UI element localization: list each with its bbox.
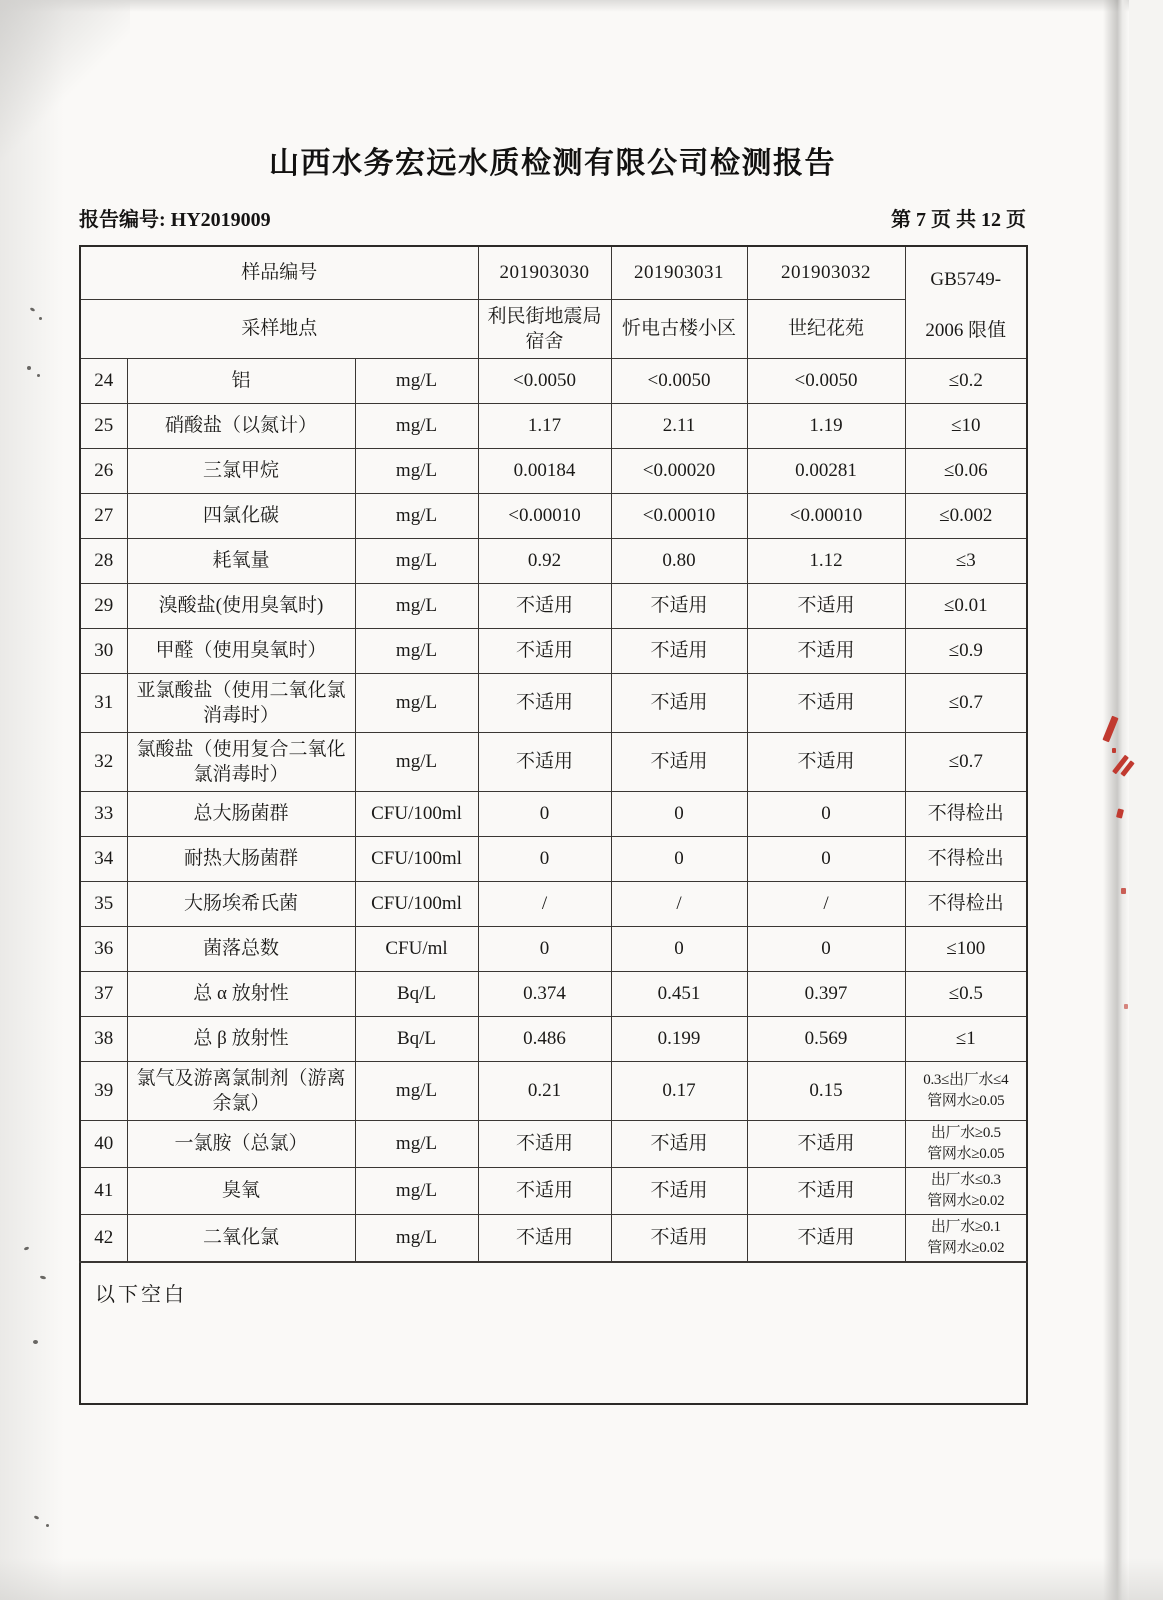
unit: mg/L bbox=[355, 583, 478, 628]
param-name: 亚氯酸盐（使用二氧化氯消毒时） bbox=[127, 673, 355, 732]
limit-line2: 管网水≥0.05 bbox=[927, 1145, 1005, 1162]
value-3: 0.397 bbox=[747, 971, 905, 1016]
limit bbox=[905, 1061, 1027, 1120]
row-number: 24 bbox=[80, 358, 127, 403]
value-2: <0.00010 bbox=[611, 493, 747, 538]
limit-line1: ≤0.5 bbox=[948, 983, 983, 1004]
param-name: 菌落总数 bbox=[127, 926, 355, 971]
limit-header-line1: GB5749- bbox=[930, 269, 1002, 291]
value-3: 不适用 bbox=[747, 1214, 905, 1262]
value-1: 0.92 bbox=[478, 538, 611, 583]
header-row-locations bbox=[80, 299, 1027, 358]
value-3: 不适用 bbox=[747, 1167, 905, 1214]
red-stamp-mark bbox=[1121, 888, 1126, 894]
row-number: 42 bbox=[80, 1214, 127, 1262]
results-table bbox=[79, 245, 1028, 1405]
limit-line1: ≤0.06 bbox=[943, 460, 988, 481]
limit-line1: 不得检出 bbox=[927, 893, 1004, 914]
location-2: 忻电古楼小区 bbox=[611, 299, 747, 358]
param-name: 总大肠菌群 bbox=[127, 791, 355, 836]
value-1: 0.486 bbox=[478, 1016, 611, 1061]
value-1: 不适用 bbox=[478, 732, 611, 791]
table-row bbox=[80, 628, 1027, 673]
row-number: 41 bbox=[80, 1167, 127, 1214]
value-1: 不适用 bbox=[478, 1120, 611, 1167]
table-row bbox=[80, 583, 1027, 628]
limit bbox=[905, 1016, 1027, 1061]
value-2: 不适用 bbox=[611, 732, 747, 791]
param-name: 铝 bbox=[127, 358, 355, 403]
row-number: 30 bbox=[80, 628, 127, 673]
value-3: 不适用 bbox=[747, 673, 905, 732]
limit bbox=[905, 358, 1027, 403]
location-1: 利民街地震局宿舍 bbox=[478, 299, 611, 358]
unit: CFU/100ml bbox=[355, 881, 478, 926]
value-1: 不适用 bbox=[478, 1214, 611, 1262]
value-3: 0 bbox=[747, 791, 905, 836]
table-row bbox=[80, 791, 1027, 836]
limit bbox=[905, 1120, 1027, 1167]
results-tbody bbox=[80, 358, 1027, 1262]
table-row bbox=[80, 1016, 1027, 1061]
row-number: 29 bbox=[80, 583, 127, 628]
table-row bbox=[80, 1120, 1027, 1167]
limit-line1: 出厂水≥0.5 bbox=[930, 1124, 1001, 1141]
value-1: 0.21 bbox=[478, 1061, 611, 1120]
value-3: 不适用 bbox=[747, 583, 905, 628]
limit bbox=[905, 493, 1027, 538]
blank-row bbox=[80, 1262, 1027, 1404]
unit: mg/L bbox=[355, 732, 478, 791]
value-1: 不适用 bbox=[478, 583, 611, 628]
param-name: 甲醛（使用臭氧时） bbox=[127, 628, 355, 673]
scan-left-shade bbox=[0, 0, 64, 1600]
limit-line2: 管网水≥0.02 bbox=[927, 1239, 1005, 1256]
table-row bbox=[80, 836, 1027, 881]
param-name: 一氯胺（总氯） bbox=[127, 1120, 355, 1167]
scan-speck bbox=[37, 374, 40, 377]
value-3: 0.569 bbox=[747, 1016, 905, 1061]
row-number: 32 bbox=[80, 732, 127, 791]
param-name: 总 α 放射性 bbox=[127, 971, 355, 1016]
value-1: / bbox=[478, 881, 611, 926]
limit bbox=[905, 673, 1027, 732]
limit bbox=[905, 583, 1027, 628]
limit bbox=[905, 1167, 1027, 1214]
param-name: 大肠埃希氏菌 bbox=[127, 881, 355, 926]
limit-column-header bbox=[905, 246, 1027, 358]
row-number: 36 bbox=[80, 926, 127, 971]
table-row bbox=[80, 403, 1027, 448]
table-row bbox=[80, 358, 1027, 403]
unit: CFU/100ml bbox=[355, 791, 478, 836]
limit bbox=[905, 628, 1027, 673]
table-row bbox=[80, 538, 1027, 583]
row-number: 34 bbox=[80, 836, 127, 881]
scan-speck bbox=[33, 1340, 38, 1344]
report-number-label: 报告编号: bbox=[79, 209, 166, 231]
param-name: 氯气及游离氯制剂（游离余氯） bbox=[127, 1061, 355, 1120]
table-row bbox=[80, 1167, 1027, 1214]
value-1: 0 bbox=[478, 836, 611, 881]
limit-line1: ≤0.01 bbox=[943, 595, 988, 616]
row-number: 31 bbox=[80, 673, 127, 732]
table-row bbox=[80, 1061, 1027, 1120]
table-row bbox=[80, 493, 1027, 538]
sample-id-1: 201903030 bbox=[478, 246, 611, 299]
limit-line1: ≤1 bbox=[955, 1028, 976, 1049]
table-row bbox=[80, 926, 1027, 971]
value-2: 0.80 bbox=[611, 538, 747, 583]
value-1: 不适用 bbox=[478, 673, 611, 732]
value-3: 不适用 bbox=[747, 732, 905, 791]
limit-line1: ≤0.2 bbox=[948, 370, 983, 391]
limit bbox=[905, 836, 1027, 881]
param-name: 氯酸盐（使用复合二氧化氯消毒时） bbox=[127, 732, 355, 791]
report-number-value: HY2019009 bbox=[170, 209, 271, 231]
scan-speck bbox=[39, 317, 42, 320]
limit bbox=[905, 791, 1027, 836]
limit-line1: 0.3≤出厂水≤4 bbox=[923, 1071, 1009, 1088]
param-name: 耐热大肠菌群 bbox=[127, 836, 355, 881]
limit bbox=[905, 732, 1027, 791]
row-number: 38 bbox=[80, 1016, 127, 1061]
value-2: 0.199 bbox=[611, 1016, 747, 1061]
red-stamp-mark bbox=[1124, 1004, 1128, 1009]
table-row bbox=[80, 971, 1027, 1016]
value-1: <0.00010 bbox=[478, 493, 611, 538]
param-name: 二氧化氯 bbox=[127, 1214, 355, 1262]
table-row bbox=[80, 1214, 1027, 1262]
scan-top-shade bbox=[0, 0, 1163, 12]
unit: mg/L bbox=[355, 1120, 478, 1167]
value-2: 2.11 bbox=[611, 403, 747, 448]
param-name: 总 β 放射性 bbox=[127, 1016, 355, 1061]
scan-bottom-shade bbox=[0, 1558, 1163, 1600]
unit: mg/L bbox=[355, 1061, 478, 1120]
value-3: <0.0050 bbox=[747, 358, 905, 403]
value-2: 不适用 bbox=[611, 1214, 747, 1262]
unit: mg/L bbox=[355, 628, 478, 673]
value-3: <0.00010 bbox=[747, 493, 905, 538]
limit-line1: ≤3 bbox=[955, 550, 976, 571]
value-1: 不适用 bbox=[478, 1167, 611, 1214]
scan-right-edge bbox=[1129, 0, 1163, 1600]
scan-speck bbox=[46, 1524, 49, 1527]
value-1: 1.17 bbox=[478, 403, 611, 448]
limit-line1: ≤100 bbox=[946, 938, 986, 959]
table-row bbox=[80, 881, 1027, 926]
row-number: 37 bbox=[80, 971, 127, 1016]
unit: mg/L bbox=[355, 493, 478, 538]
page-title: 山西水务宏远水质检测有限公司检测报告 bbox=[269, 147, 836, 180]
sample-id-3: 201903032 bbox=[747, 246, 905, 299]
value-2: 0.451 bbox=[611, 971, 747, 1016]
limit bbox=[905, 448, 1027, 493]
param-name: 三氯甲烷 bbox=[127, 448, 355, 493]
value-3: 0.00281 bbox=[747, 448, 905, 493]
unit: mg/L bbox=[355, 673, 478, 732]
location-3: 世纪花苑 bbox=[747, 299, 905, 358]
limit-line1: ≤0.7 bbox=[948, 751, 983, 772]
limit-line1: ≤0.7 bbox=[948, 692, 983, 713]
limit-line1: 出厂水≥0.1 bbox=[930, 1218, 1001, 1235]
row-number: 25 bbox=[80, 403, 127, 448]
value-2: 0 bbox=[611, 836, 747, 881]
value-3: 0 bbox=[747, 836, 905, 881]
row-number: 27 bbox=[80, 493, 127, 538]
table-row bbox=[80, 448, 1027, 493]
red-stamp-mark bbox=[1112, 748, 1116, 753]
value-2: 不适用 bbox=[611, 583, 747, 628]
unit: CFU/ml bbox=[355, 926, 478, 971]
unit: mg/L bbox=[355, 448, 478, 493]
limit-line1: 不得检出 bbox=[927, 803, 1004, 824]
limit-line2: 管网水≥0.05 bbox=[927, 1092, 1005, 1109]
limit-header-line2: 2006 限值 bbox=[925, 320, 1007, 342]
sample-id-label: 样品编号 bbox=[80, 246, 478, 299]
table-row bbox=[80, 732, 1027, 791]
value-2: 0 bbox=[611, 926, 747, 971]
value-3: / bbox=[747, 881, 905, 926]
unit: mg/L bbox=[355, 1167, 478, 1214]
value-2: 不适用 bbox=[611, 673, 747, 732]
blank-note: 以下空白 bbox=[95, 1283, 187, 1306]
limit-line1: ≤0.9 bbox=[948, 640, 983, 661]
limit bbox=[905, 1214, 1027, 1262]
limit bbox=[905, 881, 1027, 926]
value-3: 不适用 bbox=[747, 628, 905, 673]
blank-note-cell bbox=[80, 1262, 1027, 1404]
limit-line2: 管网水≥0.02 bbox=[927, 1192, 1005, 1209]
report-meta-row bbox=[79, 203, 1026, 232]
value-3: 1.19 bbox=[747, 403, 905, 448]
page-fold-line bbox=[1103, 0, 1129, 1600]
page-indicator: 第 7 页 共 12 页 bbox=[891, 209, 1026, 231]
value-1: 不适用 bbox=[478, 628, 611, 673]
value-1: <0.0050 bbox=[478, 358, 611, 403]
value-1: 0.374 bbox=[478, 971, 611, 1016]
scan-speck bbox=[27, 366, 31, 370]
row-number: 28 bbox=[80, 538, 127, 583]
param-name: 臭氧 bbox=[127, 1167, 355, 1214]
row-number: 40 bbox=[80, 1120, 127, 1167]
limit-line1: ≤10 bbox=[951, 415, 981, 436]
value-3: 0.15 bbox=[747, 1061, 905, 1120]
value-2: 0 bbox=[611, 791, 747, 836]
sample-id-2: 201903031 bbox=[611, 246, 747, 299]
unit: Bq/L bbox=[355, 1016, 478, 1061]
value-2: / bbox=[611, 881, 747, 926]
limit-line1: ≤0.002 bbox=[939, 505, 993, 526]
value-2: 不适用 bbox=[611, 1167, 747, 1214]
report-number bbox=[79, 203, 271, 232]
limit bbox=[905, 926, 1027, 971]
value-1: 0 bbox=[478, 926, 611, 971]
limit bbox=[905, 403, 1027, 448]
limit bbox=[905, 538, 1027, 583]
value-2: <0.0050 bbox=[611, 358, 747, 403]
param-name: 耗氧量 bbox=[127, 538, 355, 583]
unit: mg/L bbox=[355, 358, 478, 403]
unit: mg/L bbox=[355, 538, 478, 583]
value-3: 不适用 bbox=[747, 1120, 905, 1167]
value-2: 不适用 bbox=[611, 1120, 747, 1167]
value-3: 0 bbox=[747, 926, 905, 971]
location-label: 采样地点 bbox=[80, 299, 478, 358]
unit: mg/L bbox=[355, 403, 478, 448]
value-1: 0 bbox=[478, 791, 611, 836]
value-3: 1.12 bbox=[747, 538, 905, 583]
limit-line1: 不得检出 bbox=[927, 848, 1004, 869]
limit bbox=[905, 971, 1027, 1016]
param-name: 溴酸盐(使用臭氧时) bbox=[127, 583, 355, 628]
unit: mg/L bbox=[355, 1214, 478, 1262]
row-number: 35 bbox=[80, 881, 127, 926]
value-2: 0.17 bbox=[611, 1061, 747, 1120]
param-name: 四氯化碳 bbox=[127, 493, 355, 538]
row-number: 33 bbox=[80, 791, 127, 836]
param-name: 硝酸盐（以氮计） bbox=[127, 403, 355, 448]
header-row-sample-ids bbox=[80, 246, 1027, 299]
row-number: 39 bbox=[80, 1061, 127, 1120]
unit: CFU/100ml bbox=[355, 836, 478, 881]
value-2: 不适用 bbox=[611, 628, 747, 673]
limit-line1: 出厂水≤0.3 bbox=[930, 1171, 1001, 1188]
value-2: <0.00020 bbox=[611, 448, 747, 493]
row-number: 26 bbox=[80, 448, 127, 493]
value-1: 0.00184 bbox=[478, 448, 611, 493]
unit: Bq/L bbox=[355, 971, 478, 1016]
table-row bbox=[80, 673, 1027, 732]
